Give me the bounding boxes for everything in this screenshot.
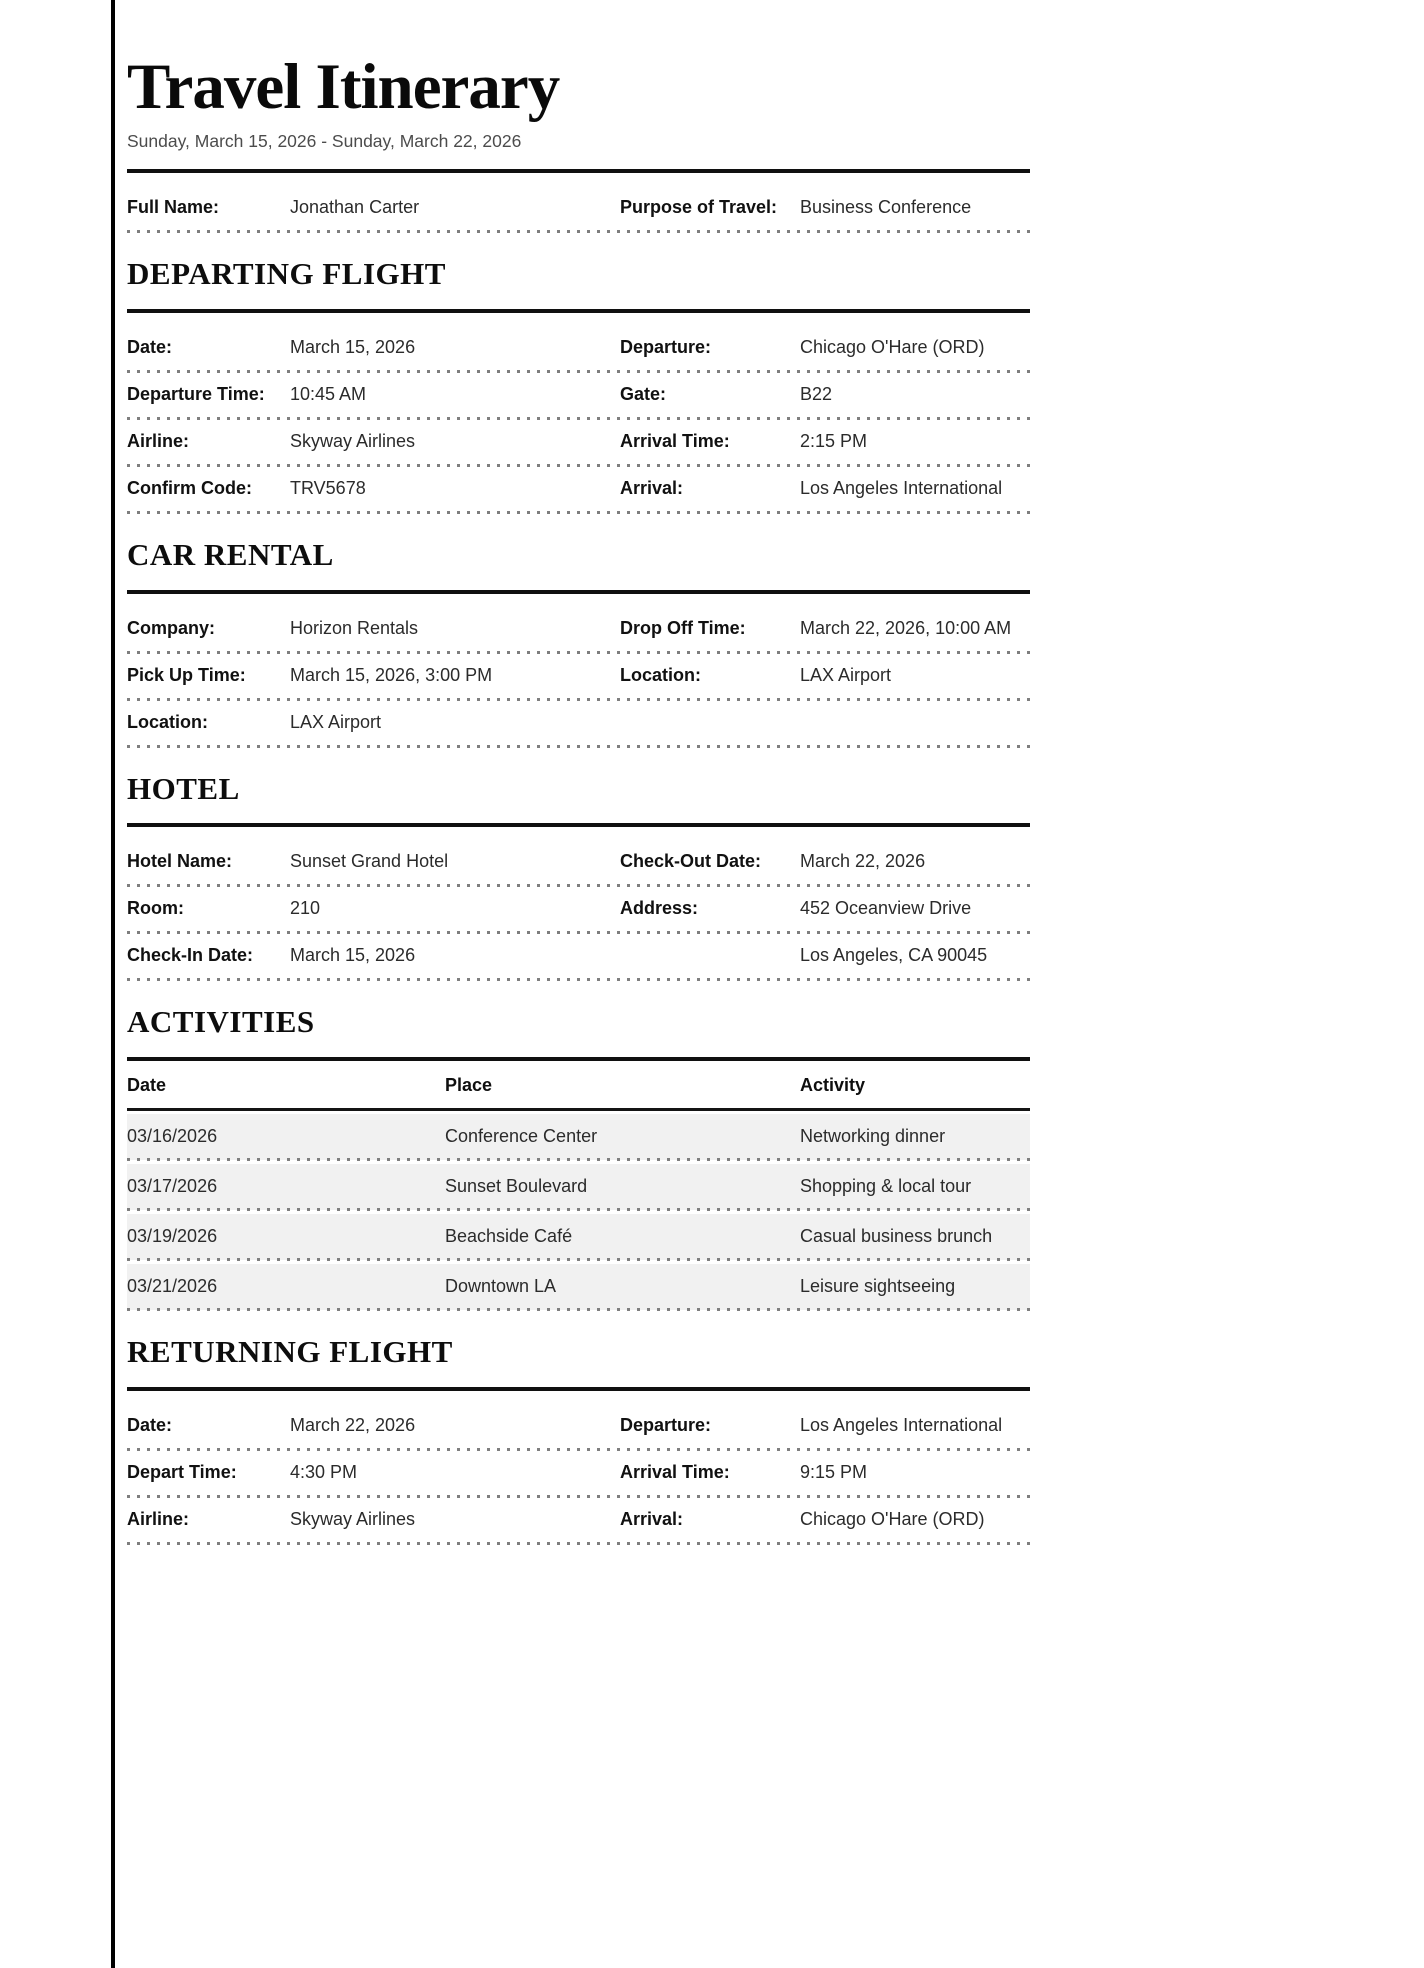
activity-row xyxy=(127,1214,1030,1260)
field-label: Airline: xyxy=(127,1508,190,1529)
page-edge-line xyxy=(111,0,115,1968)
field-label: Address: xyxy=(620,898,699,919)
column-header: Place xyxy=(445,1074,493,1095)
field-value: March 22, 2026 xyxy=(800,851,926,872)
activity-cell: Sunset Boulevard xyxy=(445,1175,588,1196)
section-activities xyxy=(127,1004,1030,1310)
field-value: Skyway Airlines xyxy=(290,1508,416,1529)
field-label: Gate: xyxy=(620,383,667,404)
section-heading: DEPARTING FLIGHT xyxy=(127,256,446,292)
field-value: March 22, 2026, 10:00 AM xyxy=(800,617,1012,638)
field-value: Skyway Airlines xyxy=(290,430,416,451)
field-value: Los Angeles International xyxy=(800,1414,1003,1435)
field-row xyxy=(127,886,1030,933)
field-value: Sunset Grand Hotel xyxy=(290,851,449,872)
field-label: Drop Off Time: xyxy=(620,617,746,638)
field-label: Date: xyxy=(127,336,173,357)
activity-cell: 03/21/2026 xyxy=(127,1275,218,1296)
activity-cell: 03/16/2026 xyxy=(127,1125,218,1146)
field-value: March 15, 2026 xyxy=(290,336,416,357)
field-row xyxy=(127,1403,1030,1450)
field-label: Check-In Date: xyxy=(127,945,254,966)
field-value: LAX Airport xyxy=(290,711,382,732)
field-label: Arrival Time: xyxy=(620,1461,730,1482)
field-label: Depart Time: xyxy=(127,1461,237,1482)
field-value: 210 xyxy=(290,898,321,919)
field-label: Confirm Code: xyxy=(127,477,252,498)
field-label: Departure: xyxy=(620,336,712,357)
field-label: Location: xyxy=(620,664,701,685)
activity-cell: Downtown LA xyxy=(445,1275,557,1296)
section-hotel xyxy=(127,771,1030,981)
field-value: B22 xyxy=(800,383,833,404)
field-label: Room: xyxy=(127,898,184,919)
activities-header xyxy=(127,1061,1030,1108)
field-row xyxy=(127,372,1030,419)
field-label: Hotel Name: xyxy=(127,851,233,872)
field-row xyxy=(127,1450,1030,1497)
activity-cell: Networking dinner xyxy=(800,1125,946,1146)
field-row xyxy=(127,466,1030,513)
field-value: Chicago O'Hare (ORD) xyxy=(800,1508,985,1529)
section-heading: HOTEL xyxy=(127,770,240,806)
field-row xyxy=(127,1497,1030,1544)
activity-cell: 03/17/2026 xyxy=(127,1175,218,1196)
field-row xyxy=(127,653,1030,700)
field-value: 10:45 AM xyxy=(290,383,367,404)
field-value: 4:30 PM xyxy=(290,1461,358,1482)
activity-cell: 03/19/2026 xyxy=(127,1225,218,1246)
activities-body xyxy=(127,1111,1030,1310)
traveler-info xyxy=(127,173,1030,232)
field-label: Check-Out Date: xyxy=(620,851,762,872)
field-value: Horizon Rentals xyxy=(290,617,419,638)
activity-row xyxy=(127,1264,1030,1310)
field-label: Purpose of Travel: xyxy=(620,197,778,218)
section-heading: ACTIVITIES xyxy=(127,1004,315,1040)
field-row xyxy=(127,606,1030,653)
field-row xyxy=(127,933,1030,980)
activity-row xyxy=(127,1164,1030,1210)
section-car-rental xyxy=(127,537,1030,747)
field-value: March 15, 2026, 3:00 PM xyxy=(290,664,493,685)
field-value: March 22, 2026 xyxy=(290,1414,416,1435)
activity-cell: Conference Center xyxy=(445,1125,598,1146)
field-value: Los Angeles International xyxy=(800,477,1003,498)
field-row xyxy=(127,419,1030,466)
field-value: TRV5678 xyxy=(290,477,366,498)
section-rows xyxy=(127,1391,1030,1544)
section-rows xyxy=(127,313,1030,513)
field-row xyxy=(127,185,1030,232)
field-row xyxy=(127,700,1030,747)
field-label: Pick Up Time: xyxy=(127,664,246,685)
field-value: Business Conference xyxy=(800,197,972,218)
section-rows xyxy=(127,827,1030,980)
field-label: Full Name: xyxy=(127,197,220,218)
field-value: 9:15 PM xyxy=(800,1461,868,1482)
field-value: Los Angeles, CA 90045 xyxy=(800,945,988,966)
activity-cell: Beachside Café xyxy=(445,1225,573,1246)
document-title: Travel Itinerary xyxy=(127,51,560,123)
activity-cell: Shopping & local tour xyxy=(800,1175,972,1196)
field-value: 452 Oceanview Drive xyxy=(800,898,972,919)
sections xyxy=(127,256,1030,1543)
activity-row xyxy=(127,1114,1030,1160)
field-label: Departure: xyxy=(620,1414,712,1435)
section-rows xyxy=(127,594,1030,747)
field-value: Jonathan Carter xyxy=(290,197,420,218)
activity-cell: Casual business brunch xyxy=(800,1225,993,1246)
field-label: Location: xyxy=(127,711,208,732)
field-label: Date: xyxy=(127,1414,173,1435)
activity-cell: Leisure sightseeing xyxy=(800,1275,956,1296)
itinerary-document xyxy=(127,51,1030,1544)
field-label: Departure Time: xyxy=(127,383,265,404)
column-header: Date xyxy=(127,1074,167,1095)
section-heading: RETURNING FLIGHT xyxy=(127,1333,453,1369)
field-label: Airline: xyxy=(127,430,190,451)
field-label: Company: xyxy=(127,617,216,638)
field-label: Arrival: xyxy=(620,477,684,498)
field-row xyxy=(127,839,1030,886)
field-value: March 15, 2026 xyxy=(290,945,416,966)
section-departing-flight xyxy=(127,256,1030,513)
field-label: Arrival: xyxy=(620,1508,684,1529)
field-value: LAX Airport xyxy=(800,664,892,685)
field-value: 2:15 PM xyxy=(800,430,868,451)
section-heading: CAR RENTAL xyxy=(127,536,334,572)
field-value: Chicago O'Hare (ORD) xyxy=(800,336,985,357)
section-returning-flight xyxy=(127,1334,1030,1544)
column-header: Activity xyxy=(800,1074,866,1095)
field-row xyxy=(127,325,1030,372)
field-label: Arrival Time: xyxy=(620,430,730,451)
date-range: Sunday, March 15, 2026 - Sunday, March 22, 2026 xyxy=(127,131,522,152)
